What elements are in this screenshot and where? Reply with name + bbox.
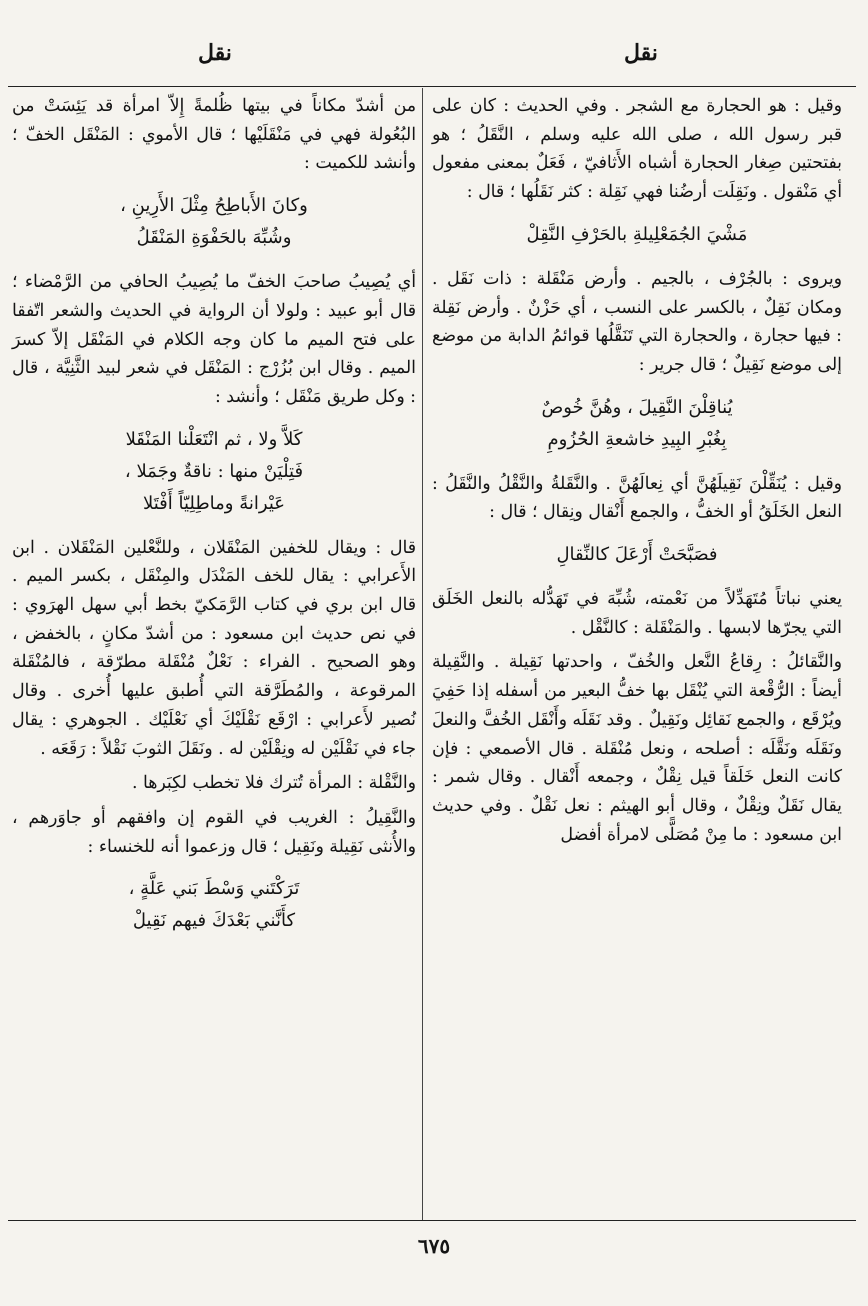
- verse: [432, 219, 842, 251]
- verse: [432, 539, 842, 571]
- page-number: ٦٧٥: [417, 1234, 451, 1258]
- verse: [12, 873, 416, 937]
- verse-line: وكانَ الأَباطِحُ مِثْلَ الأَرِينِ ،: [120, 195, 308, 217]
- verse-line: كَلاَّ ولا ، ثم انْتَعَلْنا المَنْقَلا: [125, 428, 303, 450]
- paragraph: وقيل : هو الحجارة مع الشجر . وفي الحديث : كان على قبر رسول الله ، صلى الله عليه وسلم ، النَّقَلُ ؛ هو بفتحتين صِغار الحجارة أشباه الأَثافيّ ، فَعَلٌ بمعنى مفعول أي مَنْقول . ونَقِلَت أرضُنا فهي نَقِلة : كثر نَقَلُها ؛ قال :: [432, 96, 842, 203]
- verse-line: فَتِلْيَنْ منها : ناقةٌ وجَمَلا ،: [124, 460, 304, 482]
- paragraph: والنَّقائلُ : رِقاعُ النَّعل والخُفّ ، واحدتها نَقِيلة . والنَّقِيلة أيضاً : الرُّقْعة التي يُنْقَل بها خفُّ البعير من أسفله إذا حَفِيَ ويُرْقَع ، والجمع نَقائِل ونَقِيلٌ . وقد نَقَلَه وأَنْقَل الخُفَّ والنعلَ ونَقَلَه ونَقَّلَه : أصلحه ، ونعل مُنْقَلة . قال الأصمعي : فإن كانت النعل خَلَقاً قيل نِقْلٌ ، وجمعه أَنْقال . وقال شمر : يقال نَقَلٌ ونِقْلٌ ، وقال أبو الهيثم : نعل نَقْلٌ . وفي حديث ابن مسعود : ما مِنْ مُصَلًّى لامرأة أفضل: [432, 652, 842, 845]
- column-divider: [422, 88, 423, 1220]
- header-left: نقل: [198, 40, 232, 66]
- verse-line: بِغُبْرِ البِيدِ خاشعةِ الحُزُومِ: [547, 428, 727, 450]
- paragraph: من أشدّ مكاناً في بيتها ظُلمةً إِلاّ امرأة قد يَئِسَتْ من البُعُولة فهي في مَنْقَلَيْها ؛ قال الأموي : المَنْقَل الخفّ ؛ وأنشد للكميت :: [12, 96, 416, 174]
- paragraph: قال : ويقال للخفين المَنْقَلان ، وللنَّعْلين المَنْقَلان . ابن الأَعرابي : يقال للخف المَنْدَل والمِنْقَل ، بكسر الميم . قال ابن بري في كتاب الرَّمَكيّ بخط أبي سهل الهرَوي : في نص حديث ابن مسعود : من أشدّ مكانٍ ، بالخفض ، وهو الصحيح . الفراء : نَعْلٌ مُنْقَلة مطرّقة ، فالمُنْقَلة المرقوعة ، والمُطَرَّقة التي أُطبق عليها أُخرى . وقال نُصير لأَعرابي : ارْقَع نَقْلَيْكَ أي نَعْلَيْك . الجوهري : يقال جاء في نَقْلَيْن له ونِقْلَيْن له . ونَقَلَ الثوبَ نَقْلاً : رَقَعَه .: [12, 537, 416, 759]
- paragraph: يعني نباتاً مُتَهَدِّلاً من نَعْمته، شُبِّهَ في تَهَدُّله بالنعل الخَلَق التي يجرّها لابسها . والمَنْقَلة : كالنَّقْل .: [432, 589, 842, 638]
- verse-line: يُناقِلْنَ النَّقِيلَ ، وهُنَّ خُوصٌ: [541, 396, 733, 418]
- bottom-rule: [8, 1220, 856, 1221]
- paragraph: وقيل : يُنَقِّلْنَ نَقِيلَهُنَّ أي نِعالَهُنَّ . والنَّقَلةُ والنَّقْلُ والنَّقَلُ : النعل الخَلَقُ أو الخفُّ ، والجمع أَنْقال ونِقال ؛ قال :: [432, 473, 842, 523]
- top-rule: [8, 86, 856, 87]
- verse-line: كأَنَّني بَعْدَكَ فيهم نَقِيلْ: [132, 910, 296, 932]
- verse: [432, 392, 842, 456]
- paragraph: والنَّقْلة : المرأة تُترك فلا تخطب لكِبَرها .: [132, 773, 416, 794]
- verse-line: وشُبِّهَ بالحَفْوَةِ المَنْقَلُ: [136, 227, 292, 249]
- verse: [12, 190, 416, 254]
- verse-line: فصَبَّحَتْ أَرْعَلَ كالنِّقالِ: [556, 544, 718, 566]
- paragraph: أي يُصِيبُ صاحبَ الخفّ ما يُصِيبُ الحافي من الرَّمْضاء ؛ قال أبو عبيد : ولولا أن الرواية في الحديث والشعر اتّفقا على فتح الميم ما كان وجه الكلام في المَنْقَل إلاّ كسرَ الميم . وقال ابن بُزُرْج : المَنْقَل في شعر لبيد الثَّنِيَّة ، قال : وكل طريق مَنْقَل ؛ وأنشد :: [12, 272, 416, 407]
- verse-line: عَيْرانةً وماطِلِيّاً أَفْتَلا: [142, 492, 285, 514]
- paragraph: ويروى : بالجُرْف ، بالجيم . وأرض مَنْقَلة : ذات نَقَل . ومكان نَقِلٌ ، بالكسر على النسب ، أي حَزْنٌ . وأرض نَقِلة : فيها حجارة ، والحجارة التي تَنَقَّلُها قوائمُ الدابة من موضع إلى موضع نَقِيلٌ ؛ قال جرير :: [432, 268, 842, 375]
- verse-line: مَشْيَ الجُمَعْلِيلةِ بالحَرْفِ النَّقِلْ: [526, 223, 748, 245]
- right-column: [432, 92, 842, 855]
- left-column: [12, 92, 416, 951]
- verse: [12, 424, 416, 520]
- verse-line: تَرَكْتَني وَسْطَ بَني عَلَّةٍ ،: [128, 878, 300, 900]
- header-right: نقل: [624, 40, 658, 66]
- paragraph: والنَّقِيلُ : الغريب في القوم إن وافقهم أو جاوَرهم ، والأُنثى نَقِيلة ونَقِيل ؛ قال وزعموا أنه للخنساء :: [12, 807, 416, 857]
